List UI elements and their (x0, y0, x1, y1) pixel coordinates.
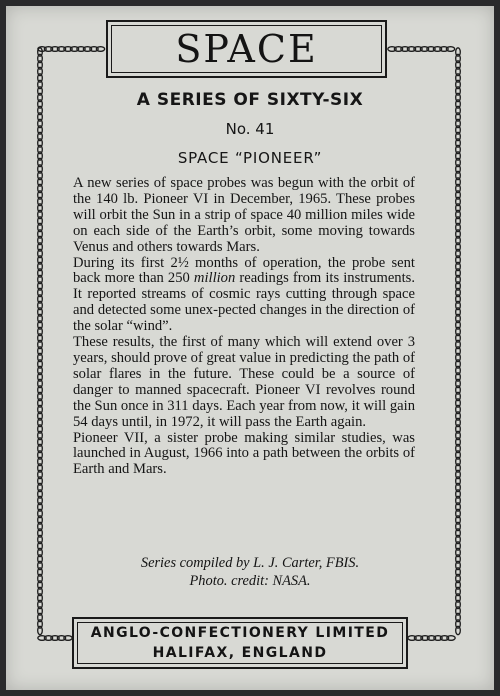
credits (6, 554, 494, 590)
photo-credit: Photo. credit: NASA. (189, 573, 311, 589)
paragraph-4: Pioneer VII, a sister probe making similar studies, was launched in August, 1966 into a path between the orbits of Earth and Mars. (73, 429, 415, 478)
card-title-main: SPACE (175, 27, 318, 71)
paragraph-1: A new series of space probes was begun with the orbit of the 140 lb. Pioneer VI in December, 1965. These probes will orbit the Sun in a strip of space 40 million miles wide on each side of the Earth’s orbit, some moving towards Venus and others towards Mars. (73, 175, 415, 255)
trading-card (6, 6, 494, 690)
series-heading: A SERIES OF SIXTY-SIX (136, 90, 364, 110)
publisher-name: ANGLO-CONFECTIONERY LIMITED (90, 625, 390, 641)
publisher-box (72, 617, 408, 669)
paragraph-2-start: During its first 2½ months of operation, the probe sent back more than 250 (73, 254, 415, 287)
title-box (106, 20, 387, 78)
paragraph-2-emphasis: million (193, 270, 236, 287)
card-subject-heading: SPACE “PIONEER” (177, 149, 323, 167)
paragraph-2 (73, 256, 415, 336)
paragraph-3: These results, the first of many which will extend over 3 years, should prove of great value in predicting the path of solar flares in the future. These could be a source of danger to manned spacecraft. Pioneer VI revolves round the Sun once in 311 days. Each year from now, it will gain 54 days until, in 1972, it will pass the Earth again. (73, 334, 415, 430)
card-number: No. 41 (225, 120, 275, 138)
paragraph-2-end: readings from its instruments. It reported streams of cosmic rays cutting through space and detected some unex-pected changes in the direction of the solar “wind”. (73, 270, 415, 335)
compiled-credit: Series compiled by L. J. Carter, FBIS. (140, 555, 360, 571)
card-description (73, 176, 415, 478)
publisher-location: HALIFAX, ENGLAND (152, 645, 328, 661)
